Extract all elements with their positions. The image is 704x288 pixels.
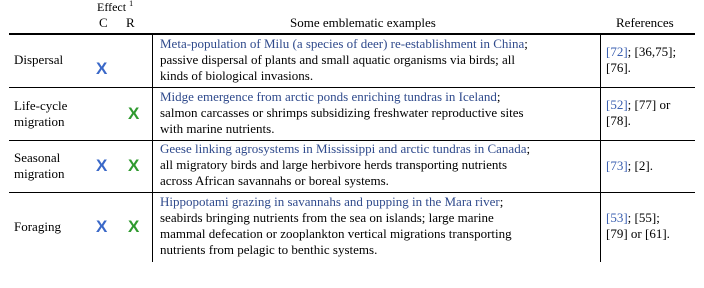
example-line: mammal defecation or zooplankton vertical migrations transporting bbox=[160, 226, 512, 241]
reference-cell bbox=[606, 97, 696, 129]
example-sep: ; bbox=[524, 36, 528, 51]
example-text bbox=[160, 194, 600, 258]
reference-cell bbox=[606, 210, 696, 242]
reference-link[interactable]: [53] bbox=[606, 210, 628, 225]
example-line: nutrients from pelagic to benthic systems. bbox=[160, 242, 378, 257]
header-r: R bbox=[126, 15, 135, 30]
row-label: Foraging bbox=[14, 219, 61, 234]
example-lead: Geese linking agrosystems in Mississippi and arctic tundras in Canada bbox=[160, 141, 527, 156]
r-mark: X bbox=[128, 104, 140, 123]
example-text bbox=[160, 141, 600, 189]
row-label-line: migration bbox=[14, 166, 65, 181]
header-references: References bbox=[616, 15, 674, 30]
reference-text: ; [77] or bbox=[627, 97, 671, 112]
example-sep: ; bbox=[496, 89, 501, 104]
example-sep: ; bbox=[499, 194, 504, 209]
reference-text: ; [55]; bbox=[627, 210, 660, 225]
reference-text: [79] or [61]. bbox=[606, 226, 670, 241]
example-lead: Hippopotami grazing in savannahs and pupping in the Mara river bbox=[160, 194, 500, 209]
header-effect-label: Effect bbox=[97, 0, 127, 14]
header-c: C bbox=[99, 15, 108, 30]
example-line: seabirds bringing nutrients from the sea on islands; large marine bbox=[160, 210, 494, 225]
reference-cell bbox=[606, 158, 696, 174]
reference-link[interactable]: [52] bbox=[606, 97, 628, 112]
row-label bbox=[14, 150, 65, 182]
row-label-line: Seasonal bbox=[14, 150, 61, 165]
reference-text: ; [2]. bbox=[627, 158, 653, 173]
c-mark: X bbox=[96, 217, 108, 236]
reference-text: ; [36,75]; bbox=[627, 44, 677, 59]
c-mark: X bbox=[96, 59, 108, 78]
example-line: all migratory birds and large herbivore herds transporting nutrients bbox=[160, 157, 508, 172]
example-line: passive dispersal of plants and small aquatic organisms via birds; all bbox=[160, 52, 516, 67]
r-mark: X bbox=[128, 156, 140, 175]
column-divider bbox=[600, 35, 601, 262]
c-mark: X bbox=[96, 156, 108, 175]
example-lead: Midge emergence from arctic ponds enriching tundras in Iceland bbox=[160, 89, 497, 104]
header-rule bbox=[9, 33, 695, 35]
row-divider bbox=[9, 192, 695, 193]
row-label: Dispersal bbox=[14, 52, 64, 67]
reference-link[interactable]: [73] bbox=[606, 158, 628, 173]
example-line: salmon carcasses or shrimps subsidizing freshwater reproductive sites bbox=[160, 105, 524, 120]
row-label bbox=[14, 98, 67, 130]
example-line: with marine nutrients. bbox=[160, 121, 275, 136]
header-effect-footnote: 1 bbox=[129, 0, 134, 8]
row-label-line: migration bbox=[14, 114, 65, 129]
r-mark: X bbox=[128, 217, 140, 236]
header-effect bbox=[97, 0, 133, 14]
column-divider bbox=[152, 35, 153, 262]
example-line: across African savannahs or boreal systems. bbox=[160, 173, 389, 188]
reference-text: [78]. bbox=[606, 113, 631, 128]
reference-text: [76]. bbox=[606, 60, 631, 75]
reference-cell bbox=[606, 44, 696, 76]
reference-link[interactable]: [72] bbox=[606, 44, 628, 59]
example-text bbox=[160, 36, 600, 84]
row-divider bbox=[9, 87, 695, 88]
example-text bbox=[160, 89, 600, 137]
example-lead: Meta-population of Milu (a species of deer) re-establishment in China bbox=[160, 36, 525, 51]
row-label-line: Life-cycle bbox=[14, 98, 68, 113]
example-line: kinds of biological invasions. bbox=[160, 68, 314, 83]
header-examples: Some emblematic examples bbox=[290, 15, 436, 30]
example-sep: ; bbox=[526, 141, 531, 156]
